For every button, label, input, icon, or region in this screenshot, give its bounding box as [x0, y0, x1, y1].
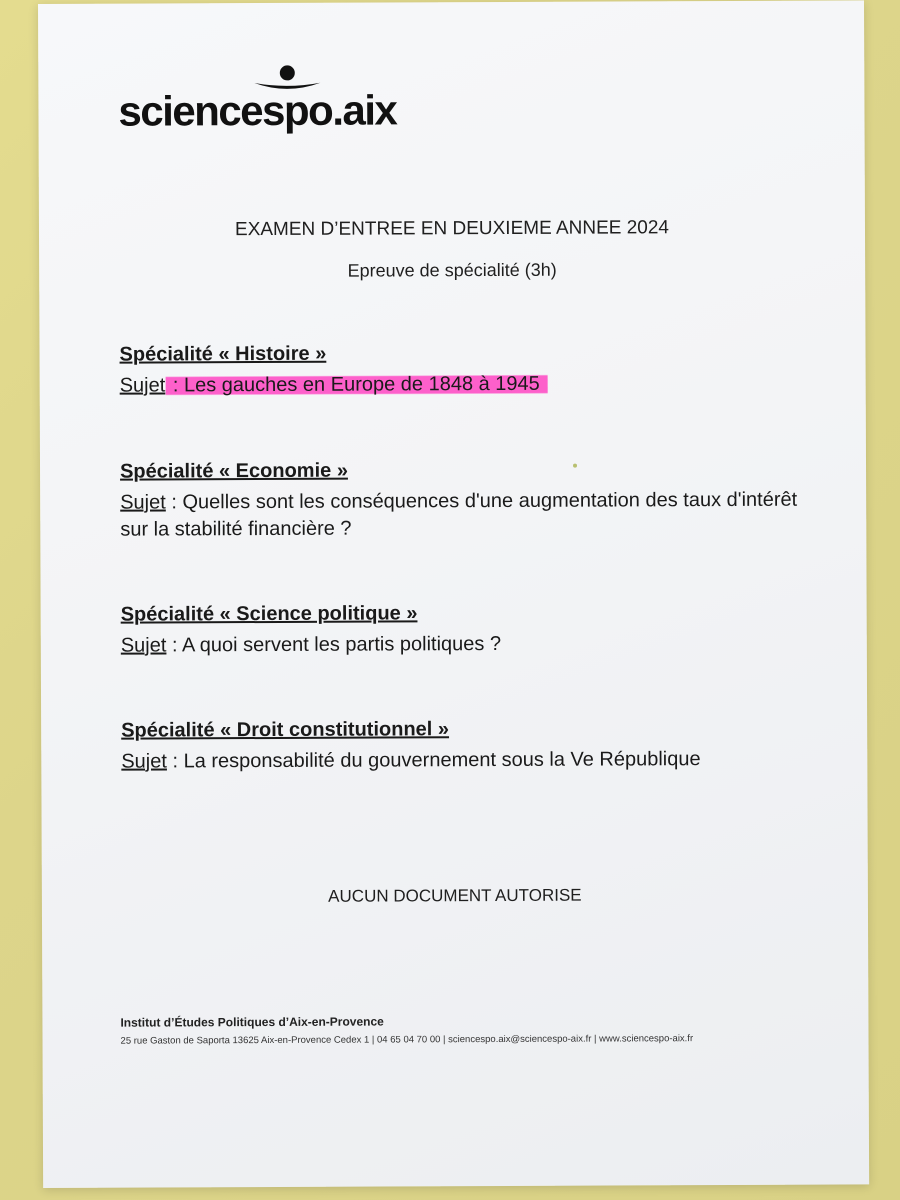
sujet-label: Sujet: [120, 491, 166, 514]
exam-subtitle: Epreuve de spécialité (3h): [347, 259, 557, 281]
logo-wordmark: sciencespo.aix: [118, 86, 397, 135]
section-economie: [120, 458, 820, 544]
exam-sheet: [38, 0, 869, 1188]
section-subject-line: [121, 630, 821, 660]
subject-separator: :: [167, 374, 184, 397]
section-title: Spécialité « Economie »: [119, 459, 348, 483]
subject-separator: :: [166, 634, 183, 657]
institution-footer: [120, 1013, 820, 1047]
section-histoire: [119, 341, 819, 400]
subject-separator: :: [166, 750, 184, 773]
section-subject-line: [121, 746, 821, 776]
section-science-politique: [121, 601, 821, 660]
subject-text: Les gauches en Europe de 1848 à 1945: [183, 372, 540, 397]
highlighted-subject: [165, 373, 548, 397]
section-title: Spécialité « Science politique »: [120, 602, 418, 626]
subject-text: Quelles sont les conséquences d'une augmentation des taux d'intérêt sur la stabilité financière ?: [120, 488, 798, 541]
sujet-label: Sujet: [121, 750, 167, 773]
sujet-label: Sujet: [120, 634, 167, 657]
section-title: Spécialité « Histoire »: [119, 342, 327, 366]
section-subject-line: [120, 370, 820, 400]
section-subject-line: [120, 487, 820, 544]
exam-title: EXAMEN D’ENTREE EN DEUXIEME ANNEE 2024: [234, 217, 670, 241]
subject-separator: :: [165, 491, 183, 514]
no-documents-notice: AUCUN DOCUMENT AUTORISE: [328, 885, 582, 906]
subject-text: A quoi servent les partis politiques ?: [181, 632, 502, 657]
institution-address: 25 rue Gaston de Saporta 13625 Aix-en-Provence Cedex 1 | 04 65 04 70 00 | sciencespo.aix@sciencespo-aix.fr | www.sciencespo-aix.fr: [120, 1033, 694, 1047]
sciencespo-aix-logo: [118, 65, 397, 136]
section-droit-constitutionnel: [121, 717, 821, 776]
institution-name: Institut d’Études Politiques d’Aix-en-Provence: [120, 1014, 384, 1030]
section-title: Spécialité « Droit constitutionnel »: [121, 718, 450, 742]
subject-text: La responsabilité du gouvernement sous la Ve République: [183, 748, 701, 773]
sujet-label: Sujet: [119, 374, 166, 397]
